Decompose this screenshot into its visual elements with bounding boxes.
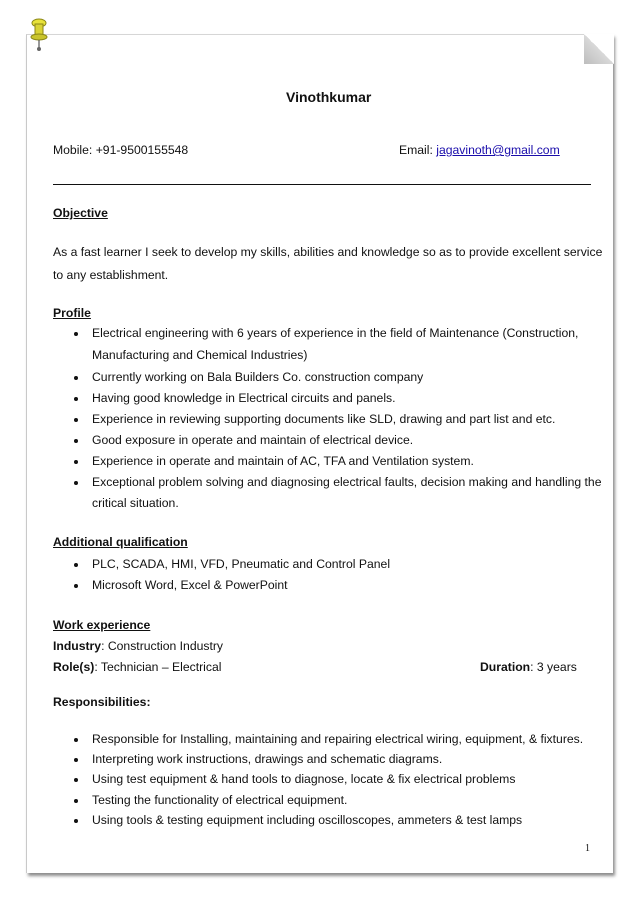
profile-item: Exceptional problem solving and diagnosing electrical faults, decision making and handling the xyxy=(92,475,602,489)
mobile-label: Mobile: xyxy=(53,143,93,157)
mobile-number: +91-9500155548 xyxy=(95,143,189,157)
responsibility-item: Using tools & testing equipment including oscilloscopes, ammeters & test lamps xyxy=(92,813,523,827)
profile-item-continuation: Manufacturing and Chemical Industries) xyxy=(92,348,308,362)
page-number: 1 xyxy=(585,843,590,854)
pushpin-icon xyxy=(30,18,48,52)
role-line xyxy=(53,660,221,674)
profile-item: Currently working on Bala Builders Co. construction company xyxy=(92,370,424,384)
candidate-name: Vinothkumar xyxy=(286,89,372,105)
objective-line-1: As a fast learner I seek to develop my skills, abilities and knowledge so as to provide excellent service xyxy=(53,245,603,259)
objective-line-2: to any establishment. xyxy=(53,268,169,282)
profile-item: Electrical engineering with 6 years of experience in the field of Maintenance (Construction, xyxy=(92,326,579,340)
responsibilities-heading: Responsibilities: xyxy=(53,695,151,709)
responsibility-item: Testing the functionality of electrical equipment. xyxy=(92,793,348,807)
page-curl-decoration xyxy=(584,34,614,64)
profile-item: Good exposure in operate and maintain of electrical device. xyxy=(92,433,414,447)
email-line xyxy=(399,143,560,157)
industry-value: : Construction Industry xyxy=(101,639,224,653)
duration-line xyxy=(480,660,577,674)
profile-item: Having good knowledge in Electrical circuits and panels. xyxy=(92,391,396,405)
responsibility-item: Interpreting work instructions, drawings and schematic diagrams. xyxy=(92,752,443,766)
additional-qualification-heading: Additional qualification xyxy=(53,535,188,549)
mobile-line xyxy=(53,143,188,157)
industry-label: Industry xyxy=(53,639,102,653)
profile-item-continuation: critical situation. xyxy=(92,496,179,510)
email-label: Email: xyxy=(399,143,433,157)
header-divider xyxy=(53,184,591,185)
email-link[interactable]: jagavinoth@gmail.com xyxy=(436,143,560,157)
role-value: : Technician – Electrical xyxy=(94,660,222,674)
qualification-item: PLC, SCADA, HMI, VFD, Pneumatic and Control Panel xyxy=(92,557,391,571)
work-experience-heading: Work experience xyxy=(53,618,151,632)
profile-item: Experience in reviewing supporting documents like SLD, drawing and part list and etc. xyxy=(92,412,556,426)
duration-value: : 3 years xyxy=(530,660,577,674)
role-label: Role(s) xyxy=(53,660,95,674)
objective-heading: Objective xyxy=(53,206,108,220)
duration-label: Duration xyxy=(480,660,531,674)
profile-item: Experience in operate and maintain of AC, TFA and Ventilation system. xyxy=(92,454,474,468)
profile-heading: Profile xyxy=(53,306,91,320)
responsibility-item: Using test equipment & hand tools to diagnose, locate & fix electrical problems xyxy=(92,772,516,786)
responsibility-item: Responsible for Installing, maintaining and repairing electrical wiring, equipment, & fixtures. xyxy=(92,732,584,746)
industry-line xyxy=(53,639,223,653)
qualification-item: Microsoft Word, Excel & PowerPoint xyxy=(92,578,288,592)
